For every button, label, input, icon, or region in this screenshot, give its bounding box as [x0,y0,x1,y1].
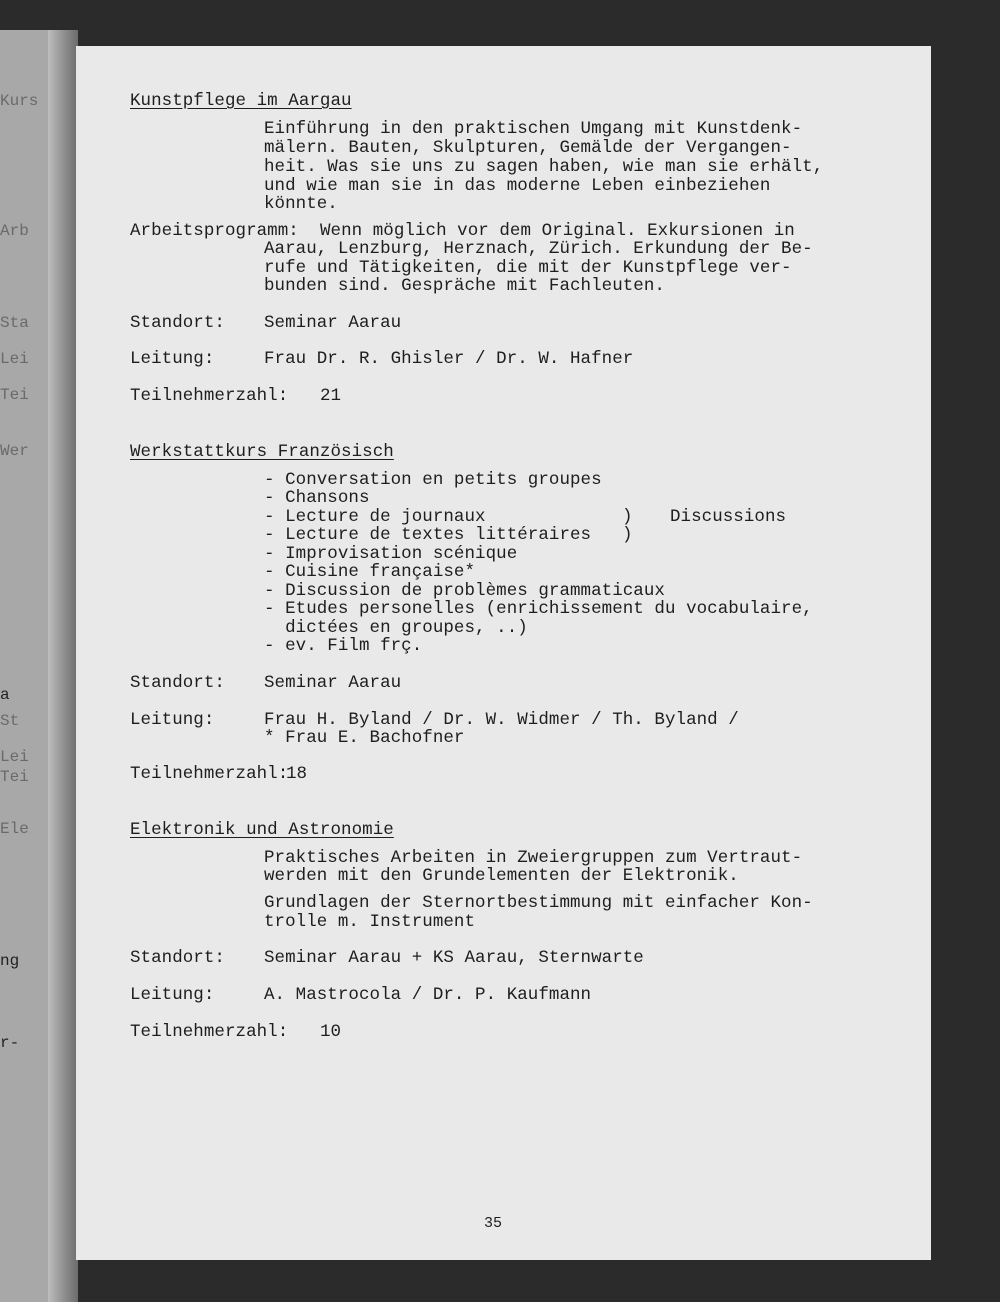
list-item: - Discussion de problèmes grammaticaux [264,581,665,601]
section-title: Werkstattkurs Französisch [130,442,394,462]
standort-value: Seminar Aarau + KS Aarau, Sternwarte [264,948,644,968]
book-gutter-shadow [48,30,78,1302]
list-item: - Cuisine française* [264,562,476,582]
right-paren: ) [622,507,633,527]
program-line: rufe und Tätigkeiten, die mit der Kunstpflege ver- [264,258,792,278]
list-item: - Etudes personelles (enrichissement du vocabulaire, [264,599,813,619]
left-page-fragment: Wer [0,442,29,460]
standort-label: Standort: [130,673,225,693]
section-title: Kunstpflege im Aargau [130,91,352,111]
left-page-fragment: r- [0,1034,20,1052]
description-line: mälern. Bauten, Skulpturen, Gemälde der Vergangen- [264,138,792,158]
left-page-fragment: Lei [0,350,29,368]
description-line: Praktisches Arbeiten in Zweiergruppen zum Vertraut- [264,848,803,868]
left-page-fragment: Ele [0,820,29,838]
program-line: Wenn möglich vor dem Original. Exkursionen in [320,221,795,241]
description-line: Einführung in den praktischen Umgang mit Kunstdenk- [264,119,803,139]
list-item: dictées en groupes, ..) [264,618,528,638]
teilnehmer-value: 10 [320,1022,342,1042]
left-page-fragment: a [0,686,10,704]
standort-value: Seminar Aarau [264,313,402,333]
description-line: heit. Was sie uns zu sagen haben, wie man sie erhält, [264,157,824,177]
list-item: - Conversation en petits groupes [264,470,602,490]
left-page-fragment: Kurs [0,92,39,110]
teilnehmer-label: Teilnehmerzahl: [130,386,289,406]
teilnehmer-value: 18 [286,764,308,784]
leitung-value: A. Mastrocola / Dr. P. Kaufmann [264,985,592,1005]
left-page-fragment: Tei [0,768,29,786]
description-line: und wie man sie in das moderne Leben einbeziehen [264,176,771,196]
list-item: - Lecture de textes littéraires [264,525,592,545]
leitung-label: Leitung: [130,710,215,730]
list-item: - ev. Film frç. [264,636,423,656]
left-page-fragment: Sta [0,314,29,332]
list-item: - Chansons [264,488,370,508]
left-page-fragment: Lei [0,748,29,766]
standort-label: Standort: [130,948,225,968]
left-page-fragment: Arb [0,222,29,240]
program-line: Aarau, Lenzburg, Herznach, Zürich. Erkundung der Be- [264,239,813,259]
program-label: Arbeitsprogramm: [130,221,299,241]
teilnehmer-label: Teilnehmerzahl: [130,764,289,784]
leitung-label: Leitung: [130,349,215,369]
description-line: könnte. [264,194,338,214]
left-page-fragment: St [0,712,20,730]
list-item: - Improvisation scénique [264,544,518,564]
program-line: bunden sind. Gespräche mit Fachleuten. [264,276,665,296]
teilnehmer-value: 21 [320,386,342,406]
left-page-fragment: ng [0,952,20,970]
standort-label: Standort: [130,313,225,333]
standort-value: Seminar Aarau [264,673,402,693]
leitung-value: Frau Dr. R. Ghisler / Dr. W. Hafner [264,349,634,369]
leitung-value: Frau H. Byland / Dr. W. Widmer / Th. Byland / [264,710,739,730]
description-line: Grundlagen der Sternortbestimmung mit einfacher Kon- [264,893,813,913]
brace-note: Discussions [670,507,787,527]
section-title: Elektronik und Astronomie [130,820,394,840]
document-page [76,46,931,1260]
right-paren: ) [622,525,633,545]
left-page-fragment: Tei [0,386,29,404]
description-line: werden mit den Grundelementen der Elektronik. [264,866,739,886]
leitung-label: Leitung: [130,985,215,1005]
page-number: 35 [484,1215,503,1232]
teilnehmer-label: Teilnehmerzahl: [130,1022,289,1042]
leitung-value: * Frau E. Bachofner [264,728,465,748]
list-item: - Lecture de journaux [264,507,486,527]
description-line: trolle m. Instrument [264,912,476,932]
